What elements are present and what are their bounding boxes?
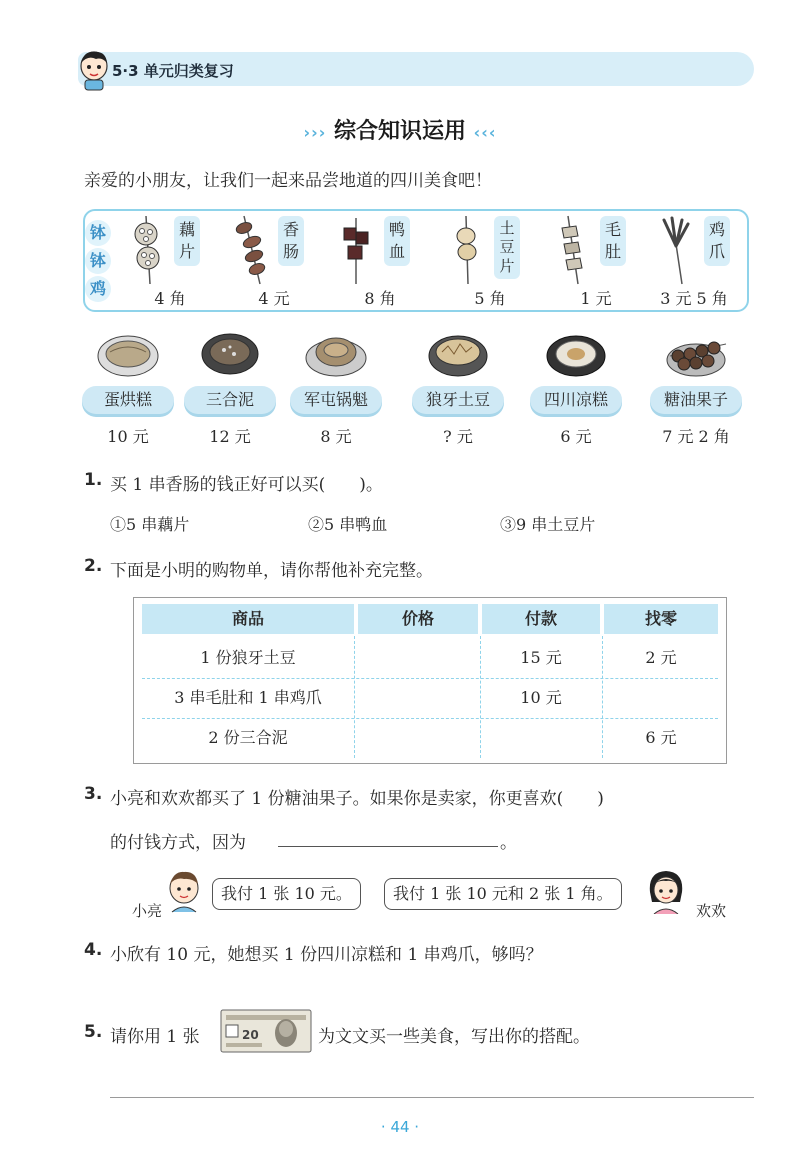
dish-name: 蛋烘糕 (82, 386, 174, 414)
table-cell: 2 份三合泥 (208, 728, 288, 747)
skewer-item-tripe (546, 212, 646, 308)
table-cell-blank[interactable] (358, 638, 478, 678)
lotus-skewer-icon (126, 214, 166, 286)
skewer-price: 1 元 (580, 289, 612, 308)
table-divider (480, 636, 481, 758)
duck-blood-skewer-icon (336, 214, 376, 286)
q3-number: 3. (84, 784, 103, 804)
skewer-price: 3 元 5 角 (660, 289, 728, 308)
table-cell: 10 元 (520, 688, 562, 707)
potato-skewer-icon (446, 214, 486, 286)
table-cell: 15 元 (520, 648, 562, 667)
skewer-name: 藕片 (174, 216, 200, 266)
page-number: · 44 · (380, 1118, 420, 1136)
tripe-skewer-icon (552, 214, 592, 286)
q4-text: 小欣有 10 元，她想买 1 份四川凉糕和 1 串鸡爪，够吗？ (110, 945, 543, 965)
dish-price: 12 元 (209, 427, 251, 446)
banknote-value: 20 (242, 1028, 259, 1042)
wolf-tooth-potato-bowl-icon (426, 330, 490, 380)
table-cell-blank[interactable] (358, 678, 478, 718)
dish-item (284, 330, 388, 447)
q1-option-2[interactable]: ②5 串鸭血 (308, 515, 388, 534)
girl-avatar-icon (646, 868, 686, 914)
skewer-item-chicken-feet (650, 212, 750, 308)
egg-cake-plate-icon (96, 330, 160, 380)
dish-name: 三合泥 (184, 386, 276, 414)
chicken-feet-skewer-icon (656, 214, 696, 286)
cold-cake-bowl-icon (544, 330, 608, 380)
table-header: 商品 (142, 604, 354, 634)
dish-price: 8 元 (320, 427, 352, 446)
right-arrows-icon: ‹‹‹ (473, 123, 497, 142)
table-cell-blank[interactable] (604, 678, 718, 718)
table-divider (354, 636, 355, 758)
boy-avatar-icon (164, 868, 204, 914)
table-cell: 6 元 (645, 728, 677, 747)
q1-number: 1. (84, 470, 103, 490)
q1-text: 买 1 串香肠的钱正好可以买( )。 (110, 475, 383, 495)
skewer-name: 鸡爪 (704, 216, 730, 266)
table-cell-blank[interactable] (358, 718, 478, 758)
q4-number: 4. (84, 940, 103, 960)
shopping-table (133, 597, 727, 764)
dish-item (178, 330, 282, 447)
skewer-item-lotus (120, 212, 220, 308)
q1-option-3[interactable]: ③9 串土豆片 (500, 515, 596, 534)
section-title (0, 114, 800, 145)
skewer-price: 4 角 (154, 289, 186, 308)
side-label-char: 钵 (85, 220, 111, 246)
table-header: 付款 (482, 604, 600, 634)
skewer-name: 香肠 (278, 216, 304, 266)
q3-line2-end: 。 (500, 833, 517, 853)
skewer-name: 毛肚 (600, 216, 626, 266)
skewer-price: 8 角 (364, 289, 396, 308)
sanhe-paste-bowl-icon (198, 330, 262, 380)
left-arrows-icon: ››› (303, 123, 327, 142)
header-title: 5·3 单元归类复习 (112, 62, 234, 80)
speech-bubble-huanhuan: 我付 1 张 10 元和 2 张 1 角。 (384, 878, 622, 910)
q3-text-line1: 小亮和欢欢都买了 1 份糖油果子。如果你是卖家，你更喜欢( ) (110, 789, 604, 809)
dish-item (644, 330, 748, 447)
table-header: 价格 (358, 604, 478, 634)
dish-name: 狼牙土豆 (412, 386, 504, 414)
footer-divider (110, 1097, 754, 1098)
dish-name: 四川凉糕 (530, 386, 622, 414)
skewer-item-potato (440, 212, 540, 308)
table-cell-blank[interactable] (482, 718, 600, 758)
skewer-price: 4 元 (258, 289, 290, 308)
dish-name: 军屯锅魁 (290, 386, 382, 414)
skewer-item-sausage (224, 212, 324, 308)
table-header: 找零 (604, 604, 718, 634)
table-cell: 2 元 (645, 648, 677, 667)
dish-price: 7 元 2 角 (662, 427, 730, 446)
speech-bubble-xiaoliang: 我付 1 张 10 元。 (212, 878, 361, 910)
q2-text: 下面是小明的购物单，请你帮他补充完整。 (110, 561, 433, 581)
q5-text-before: 请你用 1 张 (110, 1027, 200, 1047)
character-name-xiaoliang: 小亮 (132, 902, 163, 920)
sausage-skewer-icon (230, 214, 270, 286)
q5-number: 5. (84, 1022, 103, 1042)
q3-text-line2: 的付钱方式，因为 (110, 833, 246, 853)
dish-price: 10 元 (107, 427, 149, 446)
character-name-huanhuan: 欢欢 (696, 902, 727, 920)
boy-mascot-icon (76, 49, 112, 91)
sugar-oil-fruit-icon (664, 330, 728, 380)
table-divider (602, 636, 603, 758)
q3-answer-line[interactable] (278, 846, 498, 847)
section-title-text: 综合知识运用 (333, 119, 466, 144)
table-cell: 3 串毛肚和 1 串鸡爪 (174, 688, 322, 707)
guokui-plate-icon (304, 330, 368, 380)
skewer-price: 5 角 (474, 289, 506, 308)
side-label-char: 钵 (85, 248, 111, 274)
q5-text-after: 为文文买一些美食，写出你的搭配。 (318, 1027, 590, 1047)
twenty-yuan-banknote-icon (220, 1009, 312, 1053)
skewer-item-duck-blood (330, 212, 430, 308)
q1-option-1[interactable]: ①5 串藕片 (110, 515, 190, 534)
intro-text: 亲爱的小朋友，让我们一起来品尝地道的四川美食吧！ (84, 171, 492, 191)
dish-item (406, 330, 510, 447)
dish-item (76, 330, 180, 447)
skewer-side-label (83, 218, 113, 304)
table-cell: 1 份狼牙土豆 (200, 648, 296, 667)
side-label-char: 鸡 (85, 276, 111, 302)
dish-price: ? 元 (443, 427, 473, 446)
q2-number: 2. (84, 556, 103, 576)
skewer-name: 土豆片 (494, 216, 520, 279)
dish-item (524, 330, 628, 447)
dish-name: 糖油果子 (650, 386, 742, 414)
dish-price: 6 元 (560, 427, 592, 446)
skewer-name: 鸭血 (384, 216, 410, 266)
